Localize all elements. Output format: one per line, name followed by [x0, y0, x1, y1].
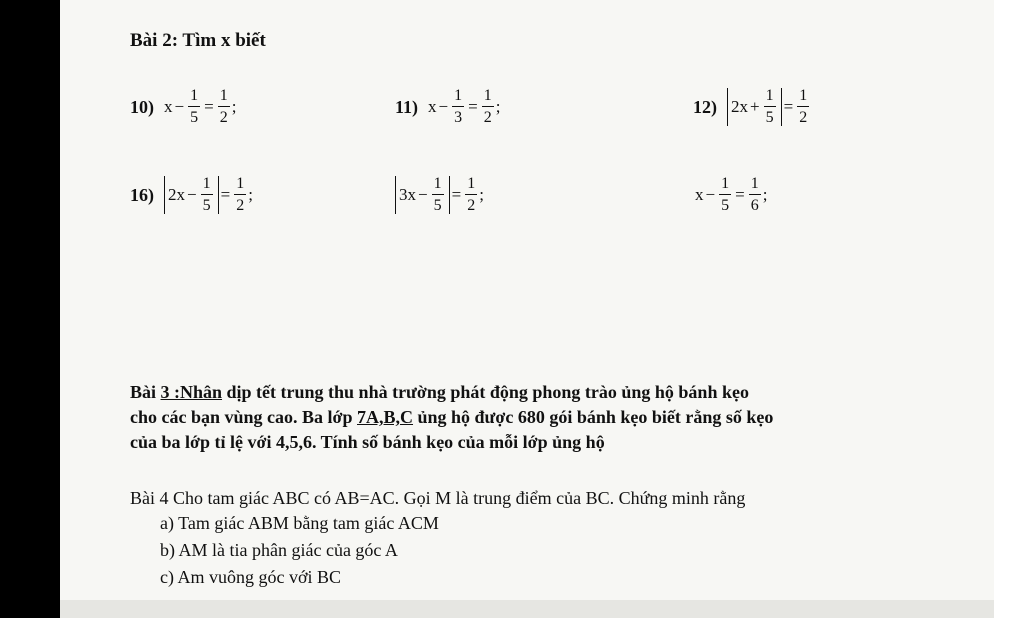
variable: 2x	[168, 185, 185, 204]
problem-unnumbered-abs	[395, 176, 484, 214]
equals-sign: =	[735, 185, 745, 204]
fraction: $\frac{1}{5}$	[202, 175, 211, 214]
problem-label: 10)	[130, 96, 154, 117]
operator: −	[418, 185, 428, 204]
fraction: $\frac{1}{2}$	[483, 87, 492, 126]
semicolon: ;	[495, 97, 501, 116]
operator: −	[174, 97, 185, 116]
equals-sign: =	[783, 97, 794, 116]
fraction: $\frac{1}{6}$	[750, 175, 759, 214]
equals-sign: =	[220, 185, 231, 204]
problem-16	[130, 176, 253, 214]
absolute-value	[164, 176, 219, 214]
fraction: $\frac{1}{2}$	[219, 87, 228, 126]
problem-unnumbered-linear	[695, 176, 767, 214]
exercise-4-part-a: a) Tam giác ABM bằng tam giác ACM	[160, 513, 439, 533]
exercise-3-line-3: của ba lớp tỉ lệ với 4,5,6. Tính số bánh kẹo của mỗi lớp ủng hộ	[130, 432, 605, 452]
page-bottom-strip	[60, 600, 994, 618]
problem-10	[130, 88, 236, 126]
fraction: $\frac{1}{2}$	[467, 175, 476, 214]
fraction: $\frac{1}{5}$	[190, 87, 199, 126]
problem-label: 12)	[693, 96, 717, 117]
absolute-value	[727, 88, 782, 126]
semicolon: ;	[231, 97, 237, 116]
operator: −	[705, 185, 716, 204]
operator: −	[438, 97, 449, 116]
variable: x	[428, 97, 437, 116]
exercise-3-line-1: Bài 3 :Nhân dịp tết trung thu nhà trường phát động phong trào ủng hộ bánh kẹo	[130, 382, 749, 402]
equals-sign: =	[451, 185, 462, 204]
exercise-4-intro: Bài 4 Cho tam giác ABC có AB=AC. Gọi M là trung điểm của BC. Chứng minh rằng	[130, 488, 746, 508]
variable: 3x	[399, 185, 416, 204]
fraction: $\frac{1}{5}$	[765, 87, 774, 126]
equals-sign: =	[468, 97, 478, 116]
problem-11	[395, 88, 500, 126]
absolute-value	[395, 176, 450, 214]
fraction: $\frac{1}{5}$	[721, 175, 730, 214]
problem-12	[693, 88, 811, 126]
variable: 2x	[731, 97, 748, 116]
operator: −	[187, 185, 197, 204]
fraction: $\frac{1}{2}$	[236, 175, 245, 214]
exercise-4-part-b: b) AM là tia phân giác của góc A	[160, 540, 398, 560]
semicolon: ;	[248, 185, 253, 204]
variable: x	[164, 97, 173, 116]
problem-label: 16)	[130, 184, 154, 205]
semicolon: ;	[479, 185, 484, 204]
exercise-3-text	[130, 380, 773, 455]
variable: x	[695, 185, 704, 204]
problem-label: 11)	[395, 96, 419, 117]
right-margin-panel	[994, 0, 1024, 618]
fraction: $\frac{1}{3}$	[454, 87, 463, 126]
exercise-3-line-2: cho các bạn vùng cao. Ba lớp 7A,B,C ủng hộ được 680 gói bánh kẹo biết rằng số kẹo	[130, 407, 774, 427]
equals-sign: =	[204, 97, 214, 116]
operator: +	[750, 97, 760, 116]
fraction: $\frac{1}{2}$	[799, 87, 808, 126]
semicolon: ;	[762, 185, 768, 204]
exercise-2-title: Bài 2: Tìm x biết	[130, 30, 266, 51]
fraction: $\frac{1}{5}$	[433, 175, 442, 214]
exercise-4-part-c: c) Am vuông góc với BC	[160, 567, 342, 587]
